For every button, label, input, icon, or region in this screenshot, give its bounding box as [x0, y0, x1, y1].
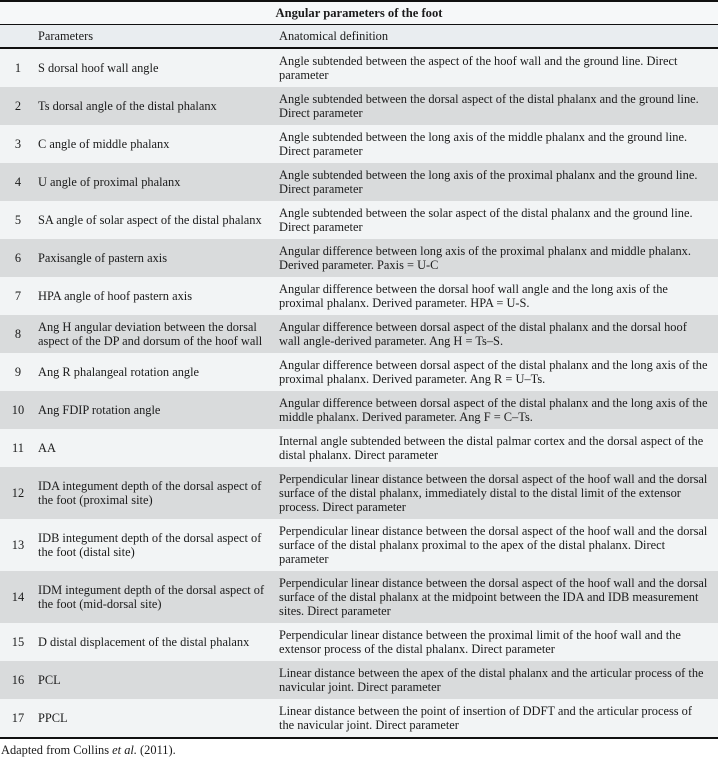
table-row: [0, 315, 718, 353]
table-row: [0, 467, 718, 519]
row-parameter: PCL: [38, 673, 61, 687]
table-title: Angular parameters of the foot: [0, 1, 718, 25]
row-number: 5: [14, 213, 22, 227]
row-number: 1: [14, 61, 22, 75]
row-definition: Linear distance between the point of insertion of DDFT and the articular process of the navicular joint. Direct parameter: [279, 704, 693, 732]
row-definition: Angular difference between long axis of the proximal phalanx and middle phalanx. Derived parameter. Paxis = U-C: [279, 244, 691, 272]
row-definition: Linear distance between the apex of the distal phalanx and the articular process of the navicular joint. Direct parameter: [279, 666, 704, 694]
table-row: [0, 623, 718, 661]
table-header-row: [0, 25, 718, 49]
row-definition: Angle subtended between the dorsal aspect of the distal phalanx and the ground line. Direct parameter: [279, 92, 699, 120]
row-number: 16: [11, 673, 25, 687]
column-header-parameters: Parameters: [36, 25, 277, 49]
table-row: [0, 125, 718, 163]
row-number: 17: [11, 711, 25, 725]
row-number: 2: [14, 99, 22, 113]
row-number: 12: [11, 486, 25, 500]
row-definition: Perpendicular linear distance between the proximal limit of the hoof wall and the extensor process of the distal phalanx. Direct parameter: [279, 628, 681, 656]
row-definition: Perpendicular linear distance between the dorsal aspect of the hoof wall and the dorsal surface of the distal phalanx proximal to the apex of the distal phalanx. Direct parameter: [279, 524, 708, 566]
row-definition: Internal angle subtended between the distal palmar cortex and the dorsal aspect of the distal phalanx. Direct parameter: [279, 434, 704, 462]
table-row: [0, 48, 718, 87]
row-parameter: Ang R phalangeal rotation angle: [38, 365, 200, 379]
row-number: 10: [11, 403, 25, 417]
table-row: [0, 429, 718, 467]
row-number: 8: [14, 327, 22, 341]
row-definition: Angle subtended between the long axis of the middle phalanx and the ground line. Direct parameter: [279, 130, 688, 158]
row-parameter: D distal displacement of the distal phalanx: [38, 635, 250, 649]
table-row: [0, 353, 718, 391]
table-footnote: [0, 739, 718, 760]
row-number: 7: [14, 289, 22, 303]
row-number: 9: [14, 365, 22, 379]
footnote-text: Adapted from Collins: [1, 743, 113, 757]
row-number: 4: [14, 175, 22, 189]
row-number: 6: [14, 251, 22, 265]
table-row: [0, 661, 718, 699]
row-parameter: IDB integument depth of the dorsal aspect of the foot (distal site): [38, 531, 262, 559]
row-parameter: U angle of proximal phalanx: [38, 175, 181, 189]
row-parameter: Ang FDIP rotation angle: [38, 403, 161, 417]
table-row: [0, 239, 718, 277]
table-body: [0, 48, 718, 738]
row-definition: Angle subtended between the long axis of the proximal phalanx and the ground line. Direct parameter: [279, 168, 698, 196]
row-definition: Perpendicular linear distance between the dorsal aspect of the hoof wall and the dorsal surface of the distal phalanx, immediately distal to the distal limit of the extensor process. Direct parameter: [279, 472, 708, 514]
row-number: 14: [11, 590, 25, 604]
row-definition: Angular difference between dorsal aspect of the distal phalanx and the dorsal hoof wall angle-derived parameter. Ang H = Ts–S.: [279, 320, 687, 348]
row-definition: Angular difference between the dorsal hoof wall angle and the long axis of the proximal phalanx. Derived parameter. HPA = U-S.: [279, 282, 668, 310]
footnote-italic-etal: et al.: [112, 743, 137, 757]
row-parameter: S dorsal hoof wall angle: [38, 61, 159, 75]
row-parameter: IDM integument depth of the dorsal aspect of the foot (mid-dorsal site): [38, 583, 265, 611]
table-row: [0, 571, 718, 623]
table-row: [0, 201, 718, 239]
row-parameter: C angle of middle phalanx: [38, 137, 170, 151]
column-header-definition: Anatomical definition: [277, 25, 718, 49]
table-row: [0, 519, 718, 571]
table-row: [0, 699, 718, 738]
row-parameter: Ts dorsal angle of the distal phalanx: [38, 99, 217, 113]
column-header-number: [0, 25, 36, 49]
row-parameter: Paxisangle of pastern axis: [38, 251, 168, 265]
row-number: 13: [11, 538, 25, 552]
row-number: 11: [12, 441, 24, 455]
table-row: [0, 87, 718, 125]
row-number: 15: [11, 635, 25, 649]
row-parameter: PPCL: [38, 711, 68, 725]
footnote-year: (2011).: [136, 743, 176, 757]
row-definition: Perpendicular linear distance between the dorsal aspect of the hoof wall and the dorsal surface of the distal phalanx at the midpoint between the IDA and IDB measurement sites. Direct parameter: [279, 576, 708, 618]
row-parameter: Ang H angular deviation between the dorsal aspect of the DP and dorsum of the hoof wall: [38, 320, 263, 348]
table-row: [0, 391, 718, 429]
row-parameter: AA: [38, 441, 56, 455]
row-definition: Angle subtended between the solar aspect of the distal phalanx and the ground line. Direct parameter: [279, 206, 693, 234]
table-row: [0, 277, 718, 315]
row-definition: Angle subtended between the aspect of the hoof wall and the ground line. Direct parameter: [279, 54, 678, 82]
row-definition: Angular difference between dorsal aspect of the distal phalanx and the long axis of the proximal phalanx. Derived parameter. Ang R = U–Ts.: [279, 358, 708, 386]
row-parameter: HPA angle of hoof pastern axis: [38, 289, 193, 303]
table-title-row: [0, 1, 718, 25]
row-definition: Angular difference between dorsal aspect of the distal phalanx and the long axis of the middle phalanx. Derived parameter. Ang F = C–Ts.: [279, 396, 708, 424]
row-parameter: SA angle of solar aspect of the distal phalanx: [38, 213, 262, 227]
table-row: [0, 163, 718, 201]
row-number: 3: [14, 137, 22, 151]
row-parameter: IDA integument depth of the dorsal aspect of the foot (proximal site): [38, 479, 262, 507]
